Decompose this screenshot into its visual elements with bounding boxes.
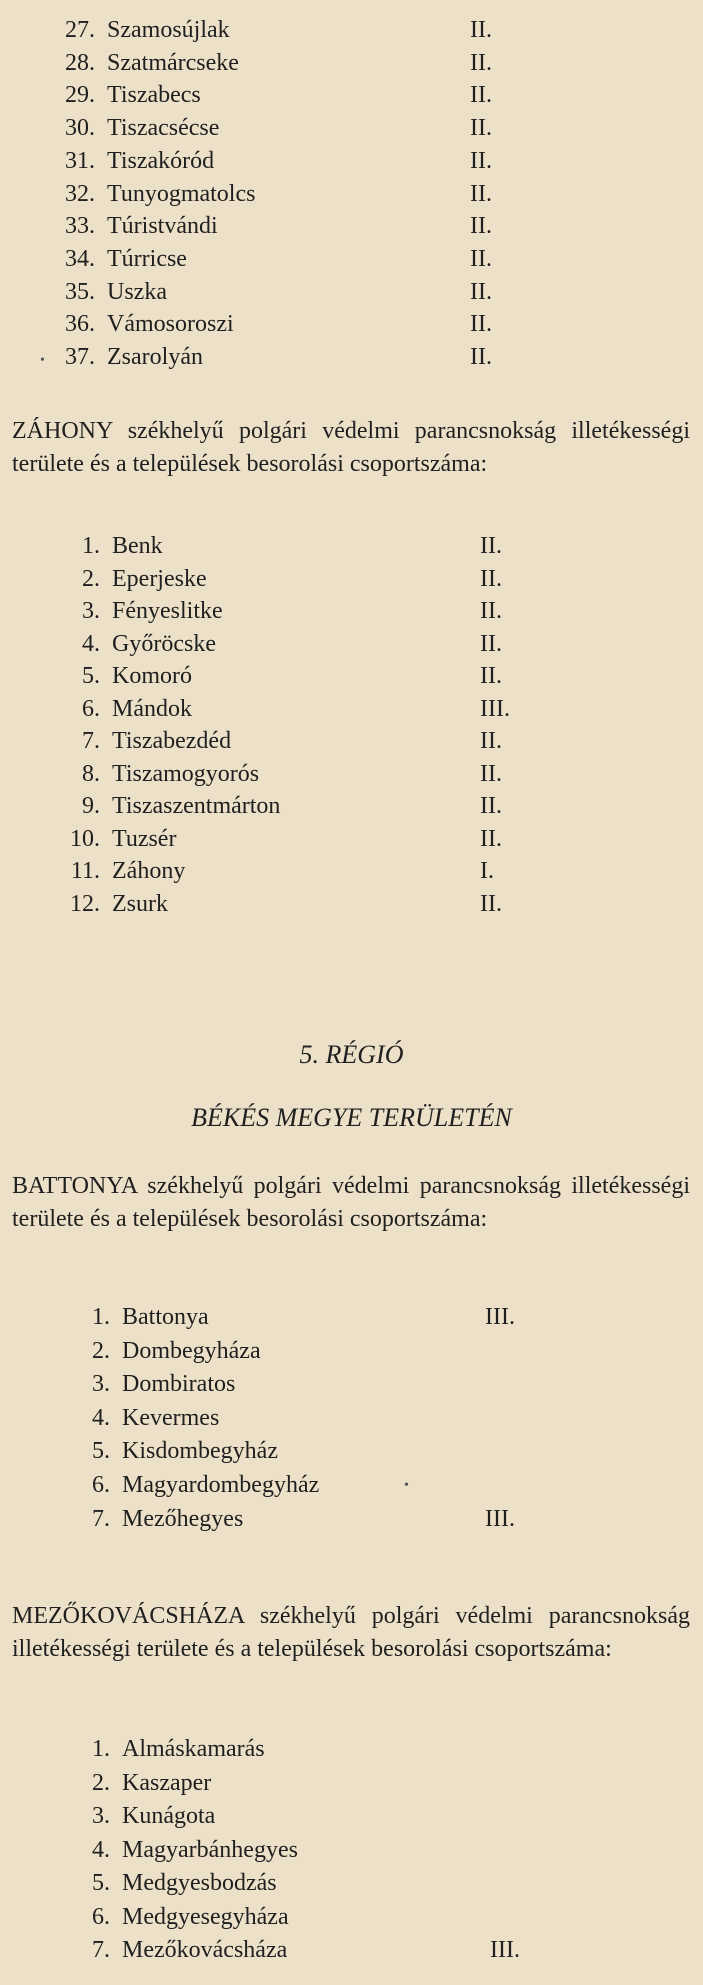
group-number: II. [480,890,502,917]
settlement-name: Komoró [112,663,192,689]
group-number: II. [480,760,502,787]
item-number: 34. [65,245,95,272]
group-number: II. [470,344,492,370]
mezokovacshaza-paragraph: MEZŐKOVÁCSHÁZA székhelyű polgári védelmi parancsnokság illetékességi területe és a települések besorolási csoportszáma: [12,1603,690,1662]
item-number: 37. [65,344,95,370]
group-number: II. [470,311,492,338]
settlement-name: Dombegyháza [122,1337,261,1364]
settlement-name: Zsurk [112,890,168,917]
item-number: 1. [82,533,100,559]
item-number: 7. [92,1937,110,1963]
settlement-name: Eperjeske [112,565,207,592]
item-number: 36. [65,311,95,338]
item-number: 31. [65,147,95,174]
settlement-name: Mezőhegyes [122,1505,244,1532]
settlement-name: Győröcske [112,630,216,657]
zahony-paragraph: ZÁHONY székhelyű polgári védelmi parancsnokság illetékességi területe és a települések besorolási csoportszáma: [12,418,690,477]
item-number: 8. [82,760,100,787]
item-number: 5. [92,1438,110,1465]
settlement-name: Magyardombegyház [122,1472,320,1498]
group-number: II. [480,598,502,624]
item-number: 35. [65,278,95,305]
group-number: II. [470,49,492,76]
group-number: II. [480,630,502,657]
settlement-name: Tiszacsécse [107,115,220,142]
settlement-name: Mezőkovácsháza [122,1937,288,1963]
group-number: III. [485,1304,515,1330]
group-number: III. [490,1937,520,1963]
group-number: I. [480,858,494,884]
print-speck: • [40,353,45,368]
settlement-name: Tuzsér [112,825,177,852]
settlement-name: Vámosoroszi [107,311,234,338]
settlement-name: Szatmárcseke [107,49,239,76]
settlement-name: Zsarolyán [107,344,203,370]
item-number: 11. [70,858,100,884]
item-number: 10. [70,825,100,852]
item-number: 2. [92,1337,110,1364]
settlement-name: Tiszaszentmárton [112,793,281,819]
item-number: 4. [92,1404,110,1431]
settlement-name: Kisdombegyház [122,1438,278,1465]
group-number: II. [470,180,492,207]
item-number: 6. [92,1903,110,1930]
settlement-name: Medgyesegyháza [122,1903,289,1930]
group-number: II. [480,533,502,559]
group-number: II. [470,17,492,43]
item-number: 5. [82,663,100,689]
settlement-name: Magyarbánhegyes [122,1836,298,1863]
group-number: II. [470,115,492,142]
print-speck: • [404,1478,409,1493]
item-number: 1. [92,1736,110,1762]
settlement-name: Almáskamarás [122,1736,265,1762]
item-number: 6. [92,1472,110,1498]
settlement-name: Mándok [112,695,192,722]
item-number: 32. [65,180,95,207]
settlement-name: Benk [112,533,163,559]
settlement-name: Túrricse [107,245,187,272]
item-number: 3. [82,598,100,624]
item-number: 2. [82,565,100,592]
item-number: 5. [92,1870,110,1896]
item-number: 33. [65,213,95,240]
group-number: II. [470,147,492,174]
item-number: 3. [92,1371,110,1398]
item-number: 12. [70,890,100,917]
group-number: II. [480,565,502,592]
item-number: 9. [82,793,100,819]
settlement-name: Kevermes [122,1404,220,1431]
group-number: III. [480,695,510,722]
settlement-name: Túristvándi [107,213,218,240]
group-number: II. [470,278,492,305]
settlement-name: Uszka [107,278,167,305]
item-number: 4. [92,1836,110,1863]
group-number: II. [480,793,502,819]
item-number: 1. [92,1304,110,1330]
region-title: 5. RÉGIÓ [299,1040,404,1069]
item-number: 7. [82,728,100,754]
settlement-name: Tiszabezdéd [112,728,232,754]
group-number: II. [480,728,502,754]
item-number: 27. [65,17,95,43]
settlement-name: Szamosújlak [107,17,230,43]
item-number: 4. [82,630,100,657]
group-number: II. [480,663,502,689]
region-subtitle: BÉKÉS MEGYE TERÜLETÉN [191,1103,512,1132]
settlement-name: Tunyogmatolcs [107,180,256,207]
settlement-name: Tiszakóród [107,147,215,174]
item-number: 30. [65,115,95,142]
settlement-name: Tiszamogyorós [112,760,260,787]
settlement-name: Kaszaper [122,1769,212,1796]
item-number: 28. [65,49,95,76]
group-number: III. [485,1505,515,1532]
battonya-paragraph: BATTONYA székhelyű polgári védelmi parancsnokság illetékességi területe és a települések besorolási csoportszáma: [12,1173,690,1232]
settlement-name: Záhony [112,858,186,884]
settlement-name: Battonya [122,1304,209,1330]
group-number: II. [470,213,492,240]
item-number: 6. [82,695,100,722]
settlement-name: Tiszabecs [107,82,201,109]
group-number: II. [470,82,492,109]
settlement-name: Medgyesbodzás [122,1870,277,1896]
settlement-name: Fényeslitke [112,598,223,624]
item-number: 7. [92,1505,110,1532]
group-number: II. [480,825,502,852]
group-number: II. [470,245,492,272]
item-number: 2. [92,1769,110,1796]
settlement-name: Dombiratos [122,1371,236,1398]
settlement-name: Kunágota [122,1803,216,1829]
item-number: 29. [65,82,95,109]
item-number: 3. [92,1803,110,1829]
